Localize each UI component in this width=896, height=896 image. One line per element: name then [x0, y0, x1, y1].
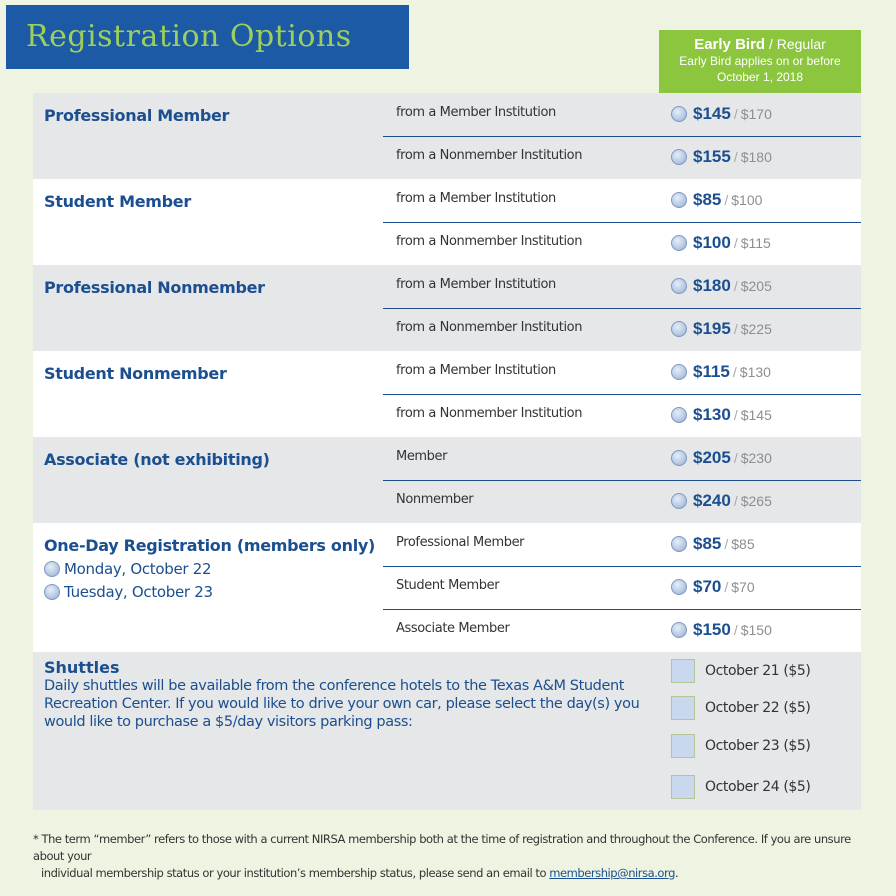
checkbox[interactable]	[671, 775, 695, 799]
price-separator: /	[733, 278, 738, 294]
row-label: from a Nonmember Institution	[396, 234, 583, 249]
price-separator: /	[733, 622, 738, 638]
radio-button[interactable]	[671, 149, 687, 165]
regular-price: $130	[739, 364, 771, 380]
row-label: Professional Member	[396, 535, 525, 550]
regular-price: $225	[740, 321, 772, 337]
radio-button[interactable]	[671, 278, 687, 294]
price-option[interactable]	[671, 233, 771, 253]
price-separator: /	[733, 149, 738, 165]
early-bird-price: $70	[693, 577, 722, 596]
radio-button[interactable]	[671, 493, 687, 509]
radio-button[interactable]	[671, 536, 687, 552]
category-associate	[33, 437, 861, 523]
row-label: from a Nonmember Institution	[396, 148, 583, 163]
price-row	[383, 93, 861, 136]
price-row	[383, 609, 861, 652]
radio-button[interactable]	[671, 106, 687, 122]
footnote-line1: * The term “member” refers to those with a current NIRSA membership both at the time of registration and throughout the Conference. If you are unsure about your	[33, 832, 851, 863]
regular-price: $100	[731, 192, 763, 208]
row-label: from a Nonmember Institution	[396, 406, 583, 421]
price-row	[383, 222, 861, 265]
category-one-day-registration	[33, 523, 861, 652]
regular-price: $180	[740, 149, 772, 165]
footnote	[33, 831, 873, 882]
shuttle-option-oct23[interactable]	[671, 734, 810, 758]
category-title: One-Day Registration (members only)	[44, 536, 376, 555]
regular-price: $230	[740, 450, 772, 466]
early-bird-header	[659, 30, 861, 93]
early-bird-price: $150	[693, 620, 731, 639]
early-bird-price: $145	[693, 104, 731, 123]
row-label: from a Member Institution	[396, 191, 556, 206]
early-bird-price: $195	[693, 319, 731, 338]
price-separator: /	[733, 407, 738, 423]
footnote-line2-end: .	[674, 866, 679, 880]
price-option[interactable]	[671, 620, 772, 640]
shuttles-title: Shuttles	[44, 658, 120, 677]
membership-email-link[interactable]: membership@nirsa.org	[549, 866, 675, 880]
radio-button[interactable]	[671, 364, 687, 380]
price-separator: /	[733, 450, 738, 466]
early-bird-label: Early Bird	[694, 36, 766, 53]
row-label: Member	[396, 449, 448, 464]
price-separator: /	[733, 321, 738, 337]
footnote-line2-text: individual membership status or your institution’s membership status, please send an email to	[41, 866, 550, 880]
price-option[interactable]	[671, 104, 772, 124]
price-separator: /	[724, 536, 729, 552]
price-row	[383, 523, 861, 566]
row-label: Nonmember	[396, 492, 474, 507]
radio-button[interactable]	[44, 561, 60, 577]
price-row	[383, 136, 861, 179]
category-professional-member	[33, 93, 861, 179]
price-row	[383, 566, 861, 609]
day-option-monday[interactable]	[44, 560, 211, 578]
day-option-tuesday[interactable]	[44, 583, 213, 601]
price-separator: /	[724, 192, 729, 208]
page-title: Registration Options	[6, 5, 409, 69]
price-option[interactable]	[671, 534, 755, 554]
footnote-line2	[33, 865, 873, 882]
price-separator: /	[733, 106, 738, 122]
row-label: from a Nonmember Institution	[396, 320, 583, 335]
shuttles-section	[33, 652, 861, 810]
early-bird-price: $100	[693, 233, 731, 252]
radio-button[interactable]	[671, 579, 687, 595]
row-label: from a Member Institution	[396, 277, 556, 292]
category-title: Student Member	[44, 192, 191, 211]
shuttle-option-label: October 22 ($5)	[705, 700, 811, 716]
early-bird-price: $85	[693, 190, 722, 209]
price-option[interactable]	[671, 319, 772, 339]
category-title: Professional Member	[44, 106, 230, 125]
shuttle-option-label: October 23 ($5)	[705, 738, 811, 754]
early-bird-price: $130	[693, 405, 731, 424]
regular-price: $205	[740, 278, 772, 294]
regular-price: $170	[740, 106, 772, 122]
regular-price: $85	[731, 536, 755, 552]
checkbox[interactable]	[671, 734, 695, 758]
row-label: Associate Member	[396, 621, 510, 636]
price-option[interactable]	[671, 147, 772, 167]
radio-button[interactable]	[671, 622, 687, 638]
category-title: Associate (not exhibiting)	[44, 450, 270, 469]
price-separator: /	[733, 235, 738, 251]
radio-button[interactable]	[671, 450, 687, 466]
regular-label: / Regular	[765, 36, 826, 52]
price-option[interactable]	[671, 405, 772, 425]
day-label: Monday, October 22	[64, 560, 212, 578]
price-option[interactable]	[671, 362, 771, 382]
early-bird-price: $85	[693, 534, 722, 553]
regular-price: $265	[740, 493, 772, 509]
category-title: Student Nonmember	[44, 364, 227, 383]
early-bird-price: $115	[693, 362, 730, 381]
price-option[interactable]	[671, 190, 762, 210]
price-option[interactable]	[671, 577, 755, 597]
radio-button[interactable]	[671, 235, 687, 251]
regular-price: $70	[731, 579, 755, 595]
checkbox[interactable]	[671, 696, 695, 720]
category-title: Professional Nonmember	[44, 278, 265, 297]
early-bird-price: $155	[693, 147, 731, 166]
price-row	[383, 394, 861, 437]
price-option[interactable]	[671, 276, 772, 296]
radio-button[interactable]	[671, 192, 687, 208]
category-student-member	[33, 179, 861, 265]
early-bird-price: $205	[693, 448, 731, 467]
row-label: Student Member	[396, 578, 500, 593]
shuttles-description: Daily shuttles will be available from the conference hotels to the Texas A&M Student Recreation Center. If you would like to drive your own car, please select the day(s) you would like to purchase a $5/day visitors parking pass:	[44, 678, 640, 730]
early-bird-note-line1: Early Bird applies on or before	[679, 54, 841, 68]
checkbox[interactable]	[671, 659, 695, 683]
category-student-nonmember	[33, 351, 861, 437]
price-row	[383, 179, 861, 222]
row-label: from a Member Institution	[396, 363, 556, 378]
shuttle-option-oct24[interactable]	[671, 775, 810, 799]
price-row	[383, 265, 861, 308]
regular-price: $145	[740, 407, 772, 423]
early-bird-price: $240	[693, 491, 731, 510]
price-separator: /	[733, 493, 738, 509]
price-row	[383, 308, 861, 351]
shuttle-option-oct21[interactable]	[671, 659, 810, 683]
price-option[interactable]	[671, 448, 772, 468]
early-bird-note-line2: October 1, 2018	[716, 70, 804, 84]
radio-button[interactable]	[44, 584, 60, 600]
shuttle-option-label: October 24 ($5)	[705, 779, 811, 795]
shuttle-option-oct22[interactable]	[671, 696, 810, 720]
regular-price: $150	[740, 622, 772, 638]
regular-price: $115	[740, 235, 771, 251]
price-separator: /	[732, 364, 737, 380]
radio-button[interactable]	[671, 407, 687, 423]
price-row	[383, 480, 861, 523]
day-label: Tuesday, October 23	[64, 583, 213, 601]
price-row	[383, 437, 861, 480]
row-label: from a Member Institution	[396, 105, 556, 120]
shuttle-option-label: October 21 ($5)	[705, 663, 811, 679]
category-professional-nonmember	[33, 265, 861, 351]
price-separator: /	[724, 579, 729, 595]
radio-button[interactable]	[671, 321, 687, 337]
price-option[interactable]	[671, 491, 772, 511]
early-bird-price: $180	[693, 276, 731, 295]
price-row	[383, 351, 861, 394]
